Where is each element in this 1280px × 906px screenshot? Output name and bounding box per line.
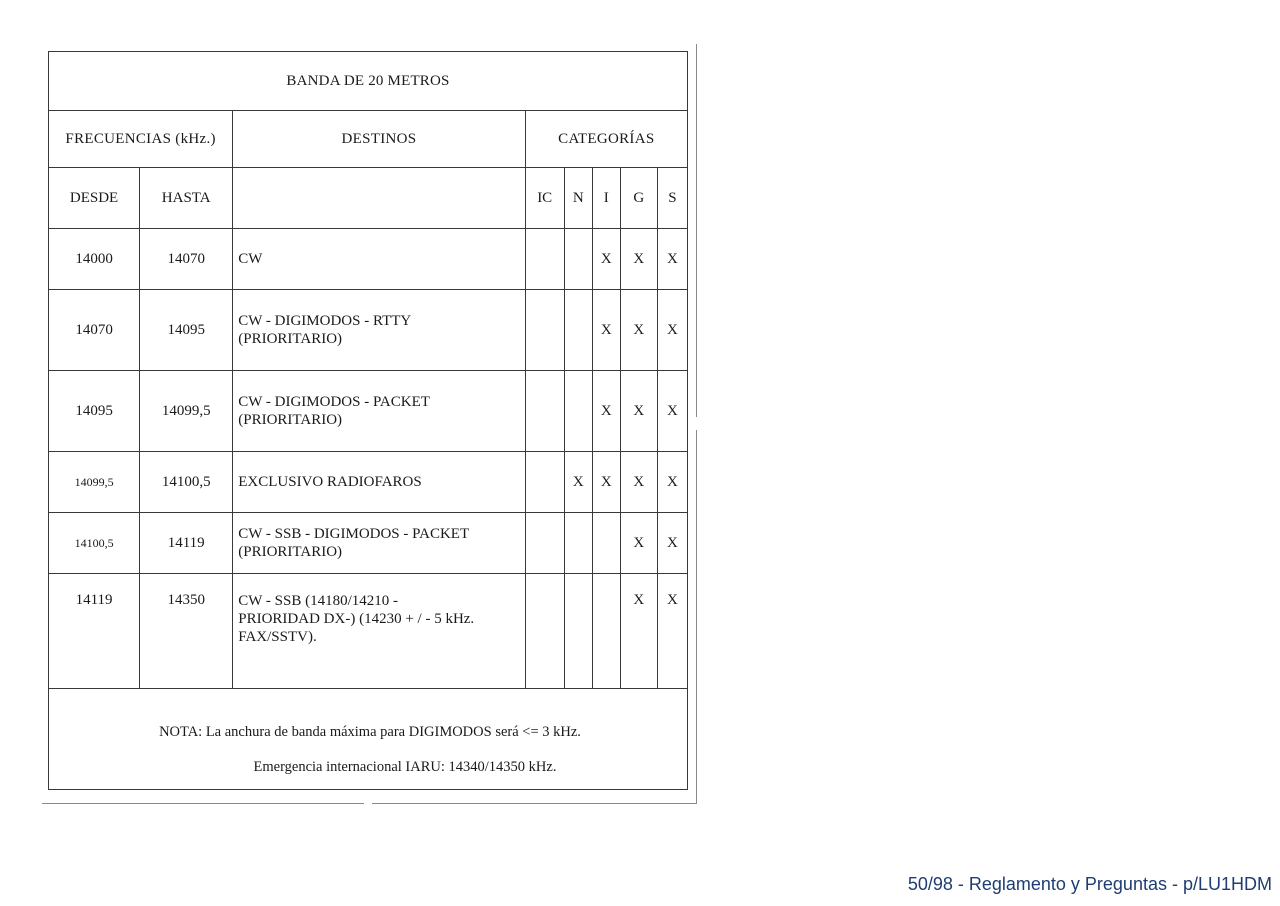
header-categorias: CATEGORÍAS [525,111,687,168]
subheader-desde: DESDE [49,168,140,229]
subheader-g: G [620,168,657,229]
destino-line: (PRIORITARIO) [238,331,343,347]
cell-i [592,513,620,574]
destino-line: EXCLUSIVO RADIOFAROS [238,474,422,490]
cell-s: X [657,290,687,371]
subheader-ic: IC [525,168,564,229]
subheader-s: S [657,168,687,229]
cell-s: X [657,452,687,513]
cell-hasta: 14095 [140,290,233,371]
cell-i [592,574,620,689]
cell-i: X [592,452,620,513]
cell-desde: 14095 [49,371,140,452]
subheader-hasta: HASTA [140,168,233,229]
destino-line: CW [238,251,263,267]
cell-n [564,229,592,290]
cell-g: X [620,513,657,574]
cell-ic [525,452,564,513]
destino-line: CW - SSB - DIGIMODOS - PACKET [238,526,470,542]
cell-g: X [620,452,657,513]
destino-line: (PRIORITARIO) [238,544,343,560]
table-row [49,513,688,574]
cell-ic [525,229,564,290]
cell-desde: 14099,5 [49,452,140,513]
cell-ic [525,371,564,452]
header-frecuencias: FRECUENCIAS (kHz.) [49,111,233,168]
subheader-i: I [592,168,620,229]
cell-s: X [657,513,687,574]
cell-hasta: 14099,5 [140,371,233,452]
cell-s: X [657,229,687,290]
cell-destino [233,452,525,513]
band-20m-table [48,51,688,790]
cell-s: X [657,574,687,689]
cell-g: X [620,290,657,371]
cell-hasta: 14119 [140,513,233,574]
cell-hasta: 14070 [140,229,233,290]
cell-n [564,371,592,452]
frame-line-right-upper [696,44,697,417]
cell-n [564,513,592,574]
cell-i: X [592,290,620,371]
destino-line: CW - DIGIMODOS - RTTY [238,313,412,329]
table-row [49,229,688,290]
table-row [49,371,688,452]
destino-line: PRIORIDAD DX-) (14230 + / - 5 kHz. [238,611,475,627]
cell-desde: 14119 [49,574,140,689]
cell-desde: 14100,5 [49,513,140,574]
destino-line: CW - SSB (14180/14210 - [238,593,398,609]
table-row [49,574,688,689]
cell-destino [233,290,525,371]
destino-line: FAX/SSTV). [238,629,317,645]
cell-desde: 14000 [49,229,140,290]
cell-ic [525,290,564,371]
cell-n [564,290,592,371]
cell-destino [233,574,525,689]
cell-hasta: 14350 [140,574,233,689]
header-destinos: DESTINOS [233,111,525,168]
bandwidth-note: NOTA: La anchura de banda máxima para DIGIMODOS será <= 3 kHz. [159,724,581,740]
cell-i: X [592,371,620,452]
cell-destino [233,371,525,452]
subheader-destinos-blank [233,168,525,229]
destino-line: (PRIORITARIO) [238,412,343,428]
frame-line-bottom-right [372,803,697,804]
table-title: BANDA DE 20 METROS [49,52,688,111]
frame-line-right-lower [696,430,697,804]
note-cell [49,689,688,790]
emergency-note: Emergencia internacional IARU: 14340/14350 kHz. [253,759,557,775]
table-row [49,290,688,371]
cell-ic [525,574,564,689]
cell-destino [233,229,525,290]
frame-line-bottom-left [42,803,364,804]
cell-hasta: 14100,5 [140,452,233,513]
subheader-n: N [564,168,592,229]
cell-g: X [620,371,657,452]
cell-n [564,574,592,689]
cell-g: X [620,229,657,290]
cell-desde: 14070 [49,290,140,371]
table-row [49,452,688,513]
page-footer: 50/98 - Reglamento y Preguntas - p/LU1HDM [907,874,1272,894]
cell-ic [525,513,564,574]
cell-g: X [620,574,657,689]
cell-n: X [564,452,592,513]
cell-destino [233,513,525,574]
destino-line: CW - DIGIMODOS - PACKET [238,394,430,410]
cell-i: X [592,229,620,290]
cell-s: X [657,371,687,452]
